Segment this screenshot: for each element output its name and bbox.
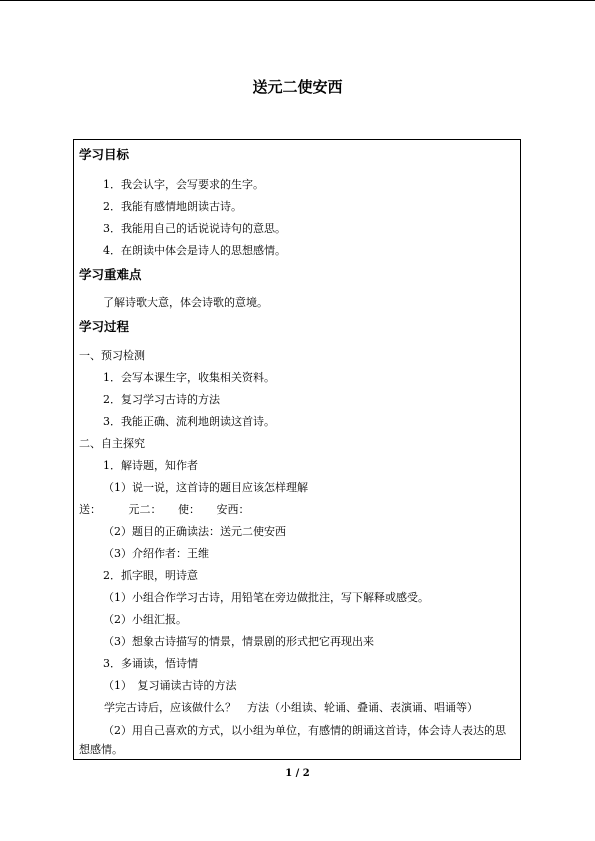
goal-item-2: 2．我能有感情地朗读古诗。 xyxy=(103,200,242,213)
step1-title: 1．解诗题，知作者 xyxy=(103,459,198,472)
step2-question-3: （3）想象古诗描写的情景，情景剧的形式把它再现出来 xyxy=(103,635,374,648)
step3-note: 学完古诗后，应该做什么？ 方法（小组读、轮诵、叠诵、表演诵、唱诵等） xyxy=(104,701,478,714)
step1-question-1: （1）说一说，这首诗的题目应该怎样理解 xyxy=(103,481,308,494)
goal-item-1: 1．我会认字，会写要求的生字。 xyxy=(103,178,264,191)
step3-question-2: （2）用自己喜欢的方式，以小组为单位，有感情的朗诵这首诗，体会诗人表达的思想感情。 xyxy=(79,724,506,756)
part1-item-1: 1．会写本课生字，收集相关资料。 xyxy=(103,371,275,384)
key-points-heading: 学习重难点 xyxy=(79,267,142,282)
part1-item-3: 3．我能正确、流利地朗读这首诗。 xyxy=(103,415,275,428)
step1-question-3: （3）介绍作者：王维 xyxy=(103,547,209,560)
goal-item-3: 3．我能用自己的话说说诗句的意思。 xyxy=(103,222,286,235)
part1-title: 一、预习检测 xyxy=(79,349,145,362)
goals-heading: 学习目标 xyxy=(79,147,130,162)
step2-question-2: （2）小组汇报。 xyxy=(103,613,187,626)
part2-title: 二、自主探究 xyxy=(79,437,145,450)
step3-question-1: （1） 复习诵读古诗的方法 xyxy=(103,679,237,692)
step2-title: 2．抓字眼，明诗意 xyxy=(103,569,198,582)
document-title: 送元二使安西 xyxy=(252,78,343,96)
top-rule xyxy=(0,0,595,1)
step2-question-1: （1）小组合作学习古诗，用铅笔在旁边做批注，写下解释或感受。 xyxy=(103,591,429,604)
content-box xyxy=(73,139,521,760)
process-heading: 学习过程 xyxy=(79,319,130,334)
goal-item-4: 4．在朗读中体会是诗人的思想感情。 xyxy=(103,244,286,257)
step1-vocab: 送： 元二： 使： 安西： xyxy=(79,503,250,516)
key-points-text: 了解诗歌大意，体会诗歌的意境。 xyxy=(103,296,268,309)
page-number: 1 / 2 xyxy=(285,768,310,779)
step3-title: 3．多诵读，悟诗情 xyxy=(103,657,198,670)
step1-question-2: （2）题目的正确读法：送元二使安西 xyxy=(103,525,286,538)
part1-item-2: 2．复习学习古诗的方法 xyxy=(103,393,220,406)
